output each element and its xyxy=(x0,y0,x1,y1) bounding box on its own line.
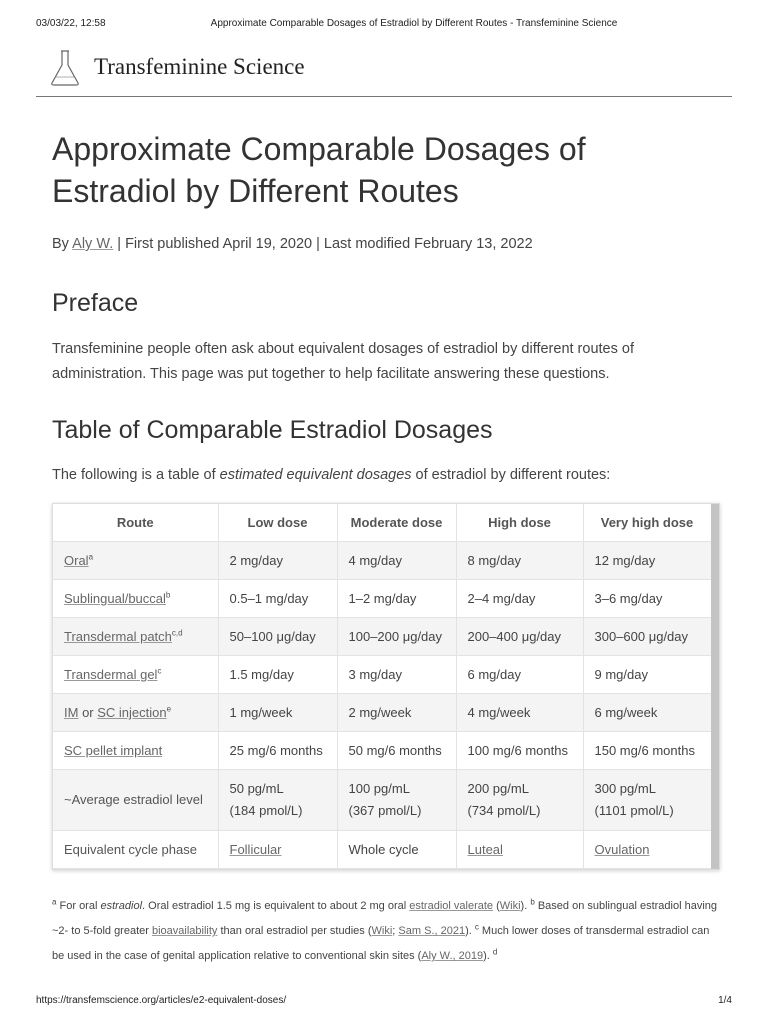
table-cell: 8 mg/day xyxy=(456,542,583,580)
column-header: Route xyxy=(53,504,218,542)
table-cell: 2 mg/week xyxy=(337,694,456,732)
table-cell: 100–200 μg/day xyxy=(337,618,456,656)
column-header: Low dose xyxy=(218,504,337,542)
dose-table xyxy=(53,504,712,869)
table-row xyxy=(53,656,711,694)
table-cell: 1 mg/week xyxy=(218,694,337,732)
table-cell: 50 mg/6 months xyxy=(337,732,456,770)
footnote-text: For oral xyxy=(56,900,101,912)
aly-w-2019-link[interactable]: Aly W., 2019 xyxy=(421,950,484,962)
table-cell: 3 mg/day xyxy=(337,656,456,694)
footnote-marker[interactable]: c xyxy=(157,666,162,676)
route-cell: Equivalent cycle phase xyxy=(53,831,218,869)
print-header xyxy=(36,18,732,32)
table-cell: 2–4 mg/day xyxy=(456,580,583,618)
table-cell xyxy=(218,770,337,831)
intro-before: The following is a table of xyxy=(52,467,220,483)
dose-table-container xyxy=(52,503,720,870)
author-link[interactable]: Aly W. xyxy=(72,236,114,252)
route-cell xyxy=(53,656,218,694)
route-link-im[interactable]: IM xyxy=(64,705,79,720)
footnote-text: ). xyxy=(465,925,475,937)
table-cell: 1.5 mg/day xyxy=(218,656,337,694)
footnote-marker[interactable]: a xyxy=(88,552,94,562)
site-header xyxy=(36,44,732,97)
print-page-number: 1/4 xyxy=(718,995,732,1006)
table-intro xyxy=(52,463,712,488)
table-header-row xyxy=(53,504,711,542)
print-url: https://transfemscience.org/articles/e2-equivalent-doses/ xyxy=(36,995,287,1006)
preface-text: Transfeminine people often ask about equivalent dosages of estradiol by different routes of administration. This page was put together to help facilitate answering these questions. xyxy=(52,341,634,382)
level-pg: 300 pg/mL xyxy=(594,781,656,796)
table-cell xyxy=(583,770,711,831)
footnote-text: than oral estradiol per studies ( xyxy=(217,925,372,937)
table-cell: Whole cycle xyxy=(337,831,456,869)
preface-heading: Preface xyxy=(52,289,139,317)
table-cell xyxy=(218,831,337,869)
table-cell: 4 mg/week xyxy=(456,694,583,732)
route-link-sublingual[interactable]: Sublingual/buccal xyxy=(64,591,166,606)
footnote-emphasis: estradiol xyxy=(100,900,143,912)
table-cell: 3–6 mg/day xyxy=(583,580,711,618)
table-cell: 2 mg/day xyxy=(218,542,337,580)
route-link-oral[interactable]: Oral xyxy=(64,553,89,568)
footnote-text: . Oral estradiol 1.5 mg is equivalent to about 2 mg oral xyxy=(142,900,410,912)
level-pg: 50 pg/mL xyxy=(229,781,284,796)
route-cell xyxy=(53,694,218,732)
cycle-phase-link[interactable]: Ovulation xyxy=(594,842,650,857)
level-pmol: (184 pmol/L) xyxy=(229,803,303,818)
footnote-text: ( xyxy=(493,900,500,912)
table-row xyxy=(53,732,711,770)
bioavailability-link[interactable]: bioavailability xyxy=(151,925,218,937)
route-cell xyxy=(53,542,218,580)
route-link-sc-injection[interactable]: SC injection xyxy=(97,705,167,720)
table-cell xyxy=(583,831,711,869)
route-link-transdermal-gel[interactable]: Transdermal gel xyxy=(64,667,158,682)
route-cell xyxy=(53,732,218,770)
article-title: Approximate Comparable Dosages of Estradiol by Different Routes xyxy=(52,131,586,209)
footnote-text: Much lower doses of transdermal estradiol can be used in the case of genital application relative to conventional skin sites ( xyxy=(52,925,710,962)
table-cell xyxy=(456,831,583,869)
estradiol-valerate-link[interactable]: estradiol valerate xyxy=(409,900,494,912)
sam-s-2021-link[interactable]: Sam S., 2021 xyxy=(398,925,466,937)
table-cell: 25 mg/6 months xyxy=(218,732,337,770)
table-section-heading: Table of Comparable Estradiol Dosages xyxy=(52,416,493,444)
table-row xyxy=(53,542,711,580)
table-cell: 6 mg/day xyxy=(456,656,583,694)
cycle-phase-link[interactable]: Luteal xyxy=(467,842,503,857)
intro-after: of estradiol by different routes: xyxy=(411,467,611,483)
column-header: High dose xyxy=(456,504,583,542)
footnote-mark-d: d xyxy=(492,947,498,957)
column-header: Very high dose xyxy=(583,504,711,542)
table-row xyxy=(53,770,711,831)
route-link-sc-pellet[interactable]: SC pellet implant xyxy=(64,743,163,758)
table-cell: 150 mg/6 months xyxy=(583,732,711,770)
print-date: 03/03/22, 12:58 xyxy=(36,18,106,29)
byline-prefix: By xyxy=(52,236,69,252)
table-cell: 4 mg/day xyxy=(337,542,456,580)
footnote-text: Based on sublingual estradiol having ~2- to 5-fold greater xyxy=(52,900,718,937)
footnote-marker[interactable]: c,d xyxy=(171,628,183,638)
route-link-transdermal-patch[interactable]: Transdermal patch xyxy=(64,629,172,644)
route-cell: ~Average estradiol level xyxy=(53,770,218,831)
footnotes xyxy=(52,894,718,969)
table-row xyxy=(53,831,711,869)
table-scrollbar[interactable] xyxy=(711,504,719,869)
byline-dates: | First published April 19, 2020 | Last modified February 13, 2022 xyxy=(117,236,533,252)
footnote-marker[interactable]: b xyxy=(165,590,171,600)
print-page-title: Approximate Comparable Dosages of Estradiol by Different Routes - Transfeminine Science xyxy=(210,18,618,29)
footnote-mark-c: c xyxy=(474,922,479,932)
level-pmol: (1101 pmol/L) xyxy=(594,803,674,818)
table-cell: 50–100 μg/day xyxy=(218,618,337,656)
level-pmol: (367 pmol/L) xyxy=(348,803,422,818)
table-cell: 12 mg/day xyxy=(583,542,711,580)
site-name[interactable]: Transfeminine Science xyxy=(94,54,305,79)
table-cell: 200–400 μg/day xyxy=(456,618,583,656)
level-pg: 200 pg/mL xyxy=(467,781,529,796)
level-pg: 100 pg/mL xyxy=(348,781,410,796)
table-cell: 100 mg/6 months xyxy=(456,732,583,770)
footnote-mark-a: a xyxy=(52,897,57,907)
level-pmol: (734 pmol/L) xyxy=(467,803,541,818)
route-cell xyxy=(53,580,218,618)
table-cell: 9 mg/day xyxy=(583,656,711,694)
table-row xyxy=(53,618,711,656)
table-cell: 1–2 mg/day xyxy=(337,580,456,618)
byline xyxy=(52,236,533,252)
flask-icon[interactable] xyxy=(48,48,82,88)
route-cell xyxy=(53,618,218,656)
cycle-phase-link[interactable]: Follicular xyxy=(229,842,282,857)
table-cell xyxy=(456,770,583,831)
table-cell: 0.5–1 mg/day xyxy=(218,580,337,618)
column-header: Moderate dose xyxy=(337,504,456,542)
wiki-link[interactable]: Wiki xyxy=(371,925,393,937)
table-cell: 6 mg/week xyxy=(583,694,711,732)
table-row xyxy=(53,580,711,618)
footnote-text: ). xyxy=(483,950,493,962)
wiki-link[interactable]: Wiki xyxy=(499,900,521,912)
footnote-text: ; xyxy=(392,925,399,937)
footnote-marker[interactable]: e xyxy=(166,704,172,714)
table-row xyxy=(53,694,711,732)
route-connector: or xyxy=(78,705,98,720)
table-cell xyxy=(337,770,456,831)
intro-emphasis: estimated equivalent dosages xyxy=(219,467,412,483)
footnote-text: ). xyxy=(520,900,531,912)
footnote-mark-b: b xyxy=(530,897,535,907)
table-cell: 300–600 μg/day xyxy=(583,618,711,656)
